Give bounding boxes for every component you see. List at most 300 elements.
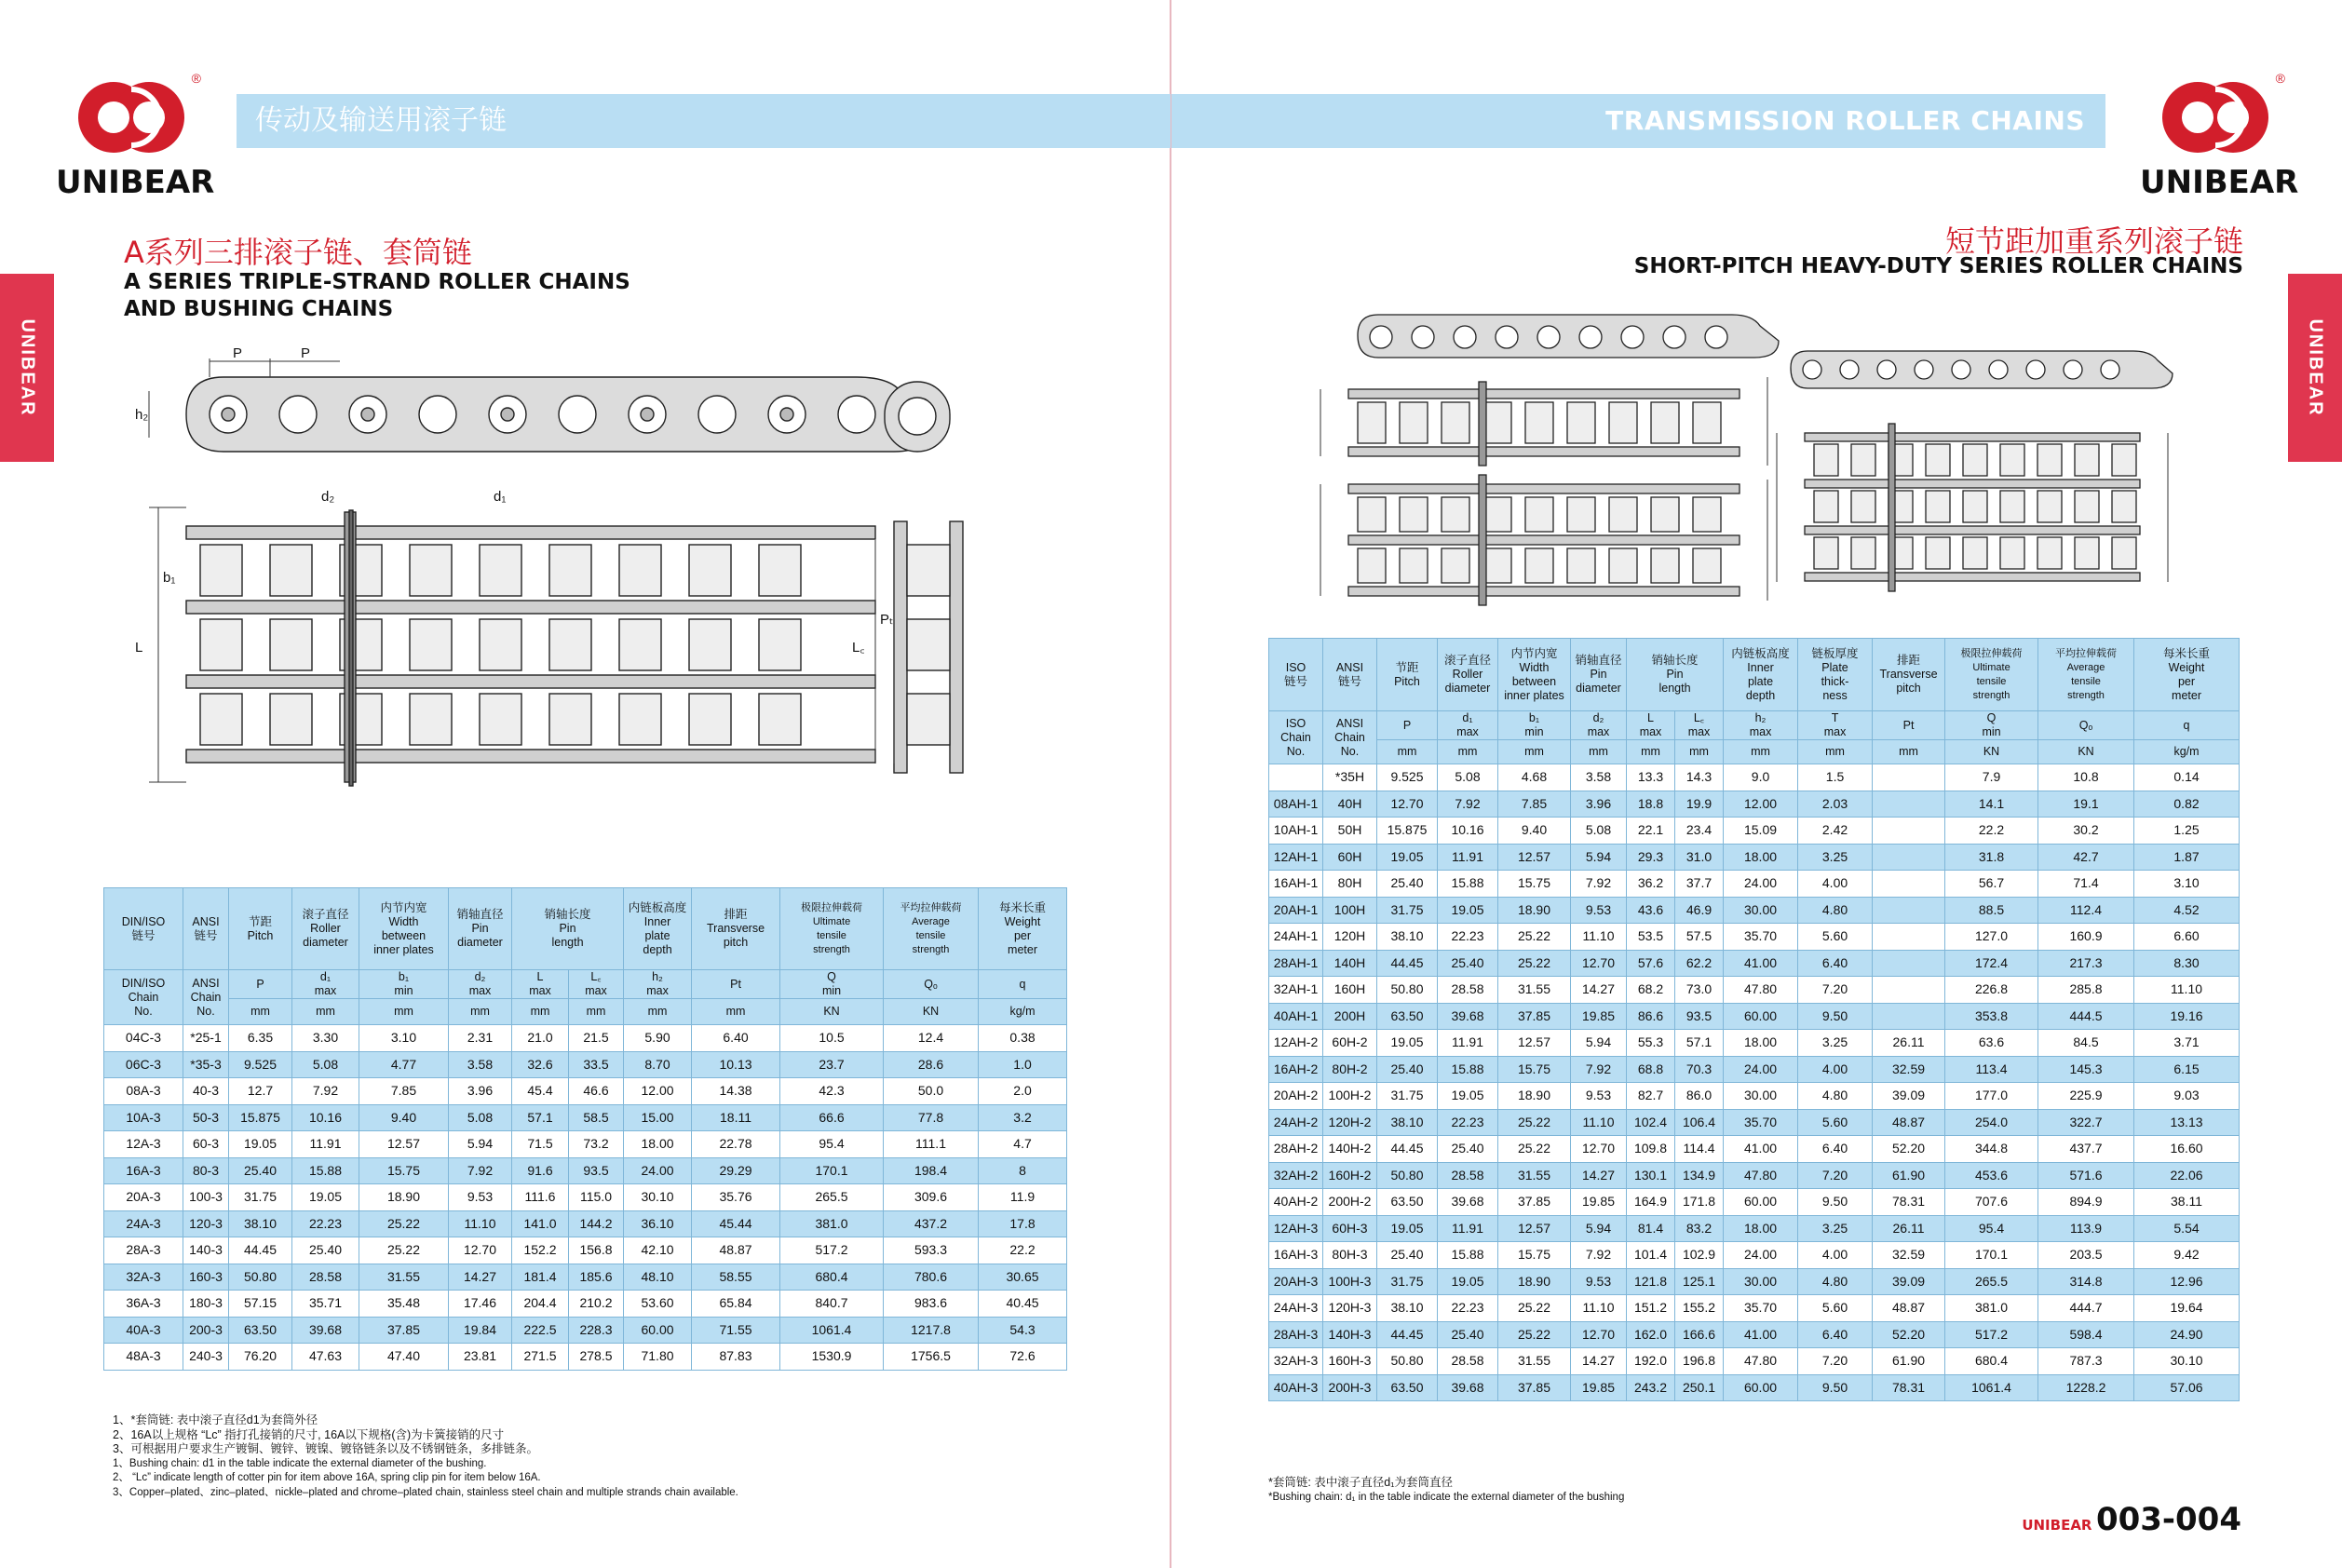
value-cell: 25.22 — [1498, 924, 1571, 951]
value-cell: 36.10 — [624, 1210, 692, 1237]
value-cell: 65.84 — [692, 1291, 780, 1318]
value-cell: 40-3 — [183, 1078, 229, 1105]
value-cell: 14.1 — [1945, 791, 2038, 818]
value-cell: 39.68 — [1438, 1374, 1498, 1401]
value-cell: 41.00 — [1724, 1136, 1798, 1163]
value-cell: 47.80 — [1724, 1348, 1798, 1375]
value-cell: 50.0 — [884, 1078, 979, 1105]
side-tab-left — [0, 274, 54, 462]
table-row — [1269, 1189, 2240, 1216]
chain-no-cell: 04C-3 — [104, 1025, 183, 1052]
value-cell: 322.7 — [2038, 1109, 2134, 1136]
header-unit: mm — [512, 999, 569, 1025]
value-cell: 19.05 — [1438, 897, 1498, 924]
value-cell: 4.80 — [1798, 1268, 1873, 1295]
note-en-1: *Bushing chain: d₁ in the table indicate the external diameter of the bushing — [1268, 1491, 1625, 1503]
table-body — [104, 1025, 1067, 1371]
header-unit: kg/m — [979, 999, 1067, 1025]
value-cell: 113.4 — [1945, 1056, 2038, 1083]
value-cell: 38.10 — [1377, 924, 1438, 951]
value-cell: 314.8 — [2038, 1268, 2134, 1295]
value-cell: 7.92 — [1571, 871, 1627, 898]
value-cell: 66.6 — [780, 1104, 884, 1131]
value-cell: 21.0 — [512, 1025, 569, 1052]
value-cell: 112.4 — [2038, 897, 2134, 924]
value-cell: 127.0 — [1945, 924, 2038, 951]
value-cell: 23.4 — [1675, 818, 1724, 845]
header-col-title: 内节内宽 Width between inner plates — [1498, 639, 1571, 711]
value-cell: 1.25 — [2134, 818, 2240, 845]
chain-no-cell: 20AH-3 — [1269, 1268, 1323, 1295]
value-cell: 72.6 — [979, 1344, 1067, 1371]
value-cell: 3.71 — [2134, 1030, 2240, 1057]
value-cell: 68.8 — [1627, 1056, 1675, 1083]
chain-no-cell: 32A-3 — [104, 1264, 183, 1291]
value-cell: 1.87 — [2134, 844, 2240, 871]
header-unit: mm — [692, 999, 780, 1025]
value-cell: 120H — [1323, 924, 1377, 951]
table-row — [1269, 1348, 2240, 1375]
value-cell: *35H — [1323, 764, 1377, 791]
value-cell: 0.14 — [2134, 764, 2240, 791]
header-symbol: d₂ max — [1571, 711, 1627, 740]
value-cell: 780.6 — [884, 1264, 979, 1291]
value-cell: 265.5 — [780, 1184, 884, 1211]
value-cell: 155.2 — [1675, 1295, 1724, 1322]
value-cell: 28.58 — [292, 1264, 359, 1291]
note-en-2: 2、 “Lc” indicate length of cotter pin for item above 16A, spring clip pin for item below 16A. — [113, 1472, 541, 1483]
value-cell: 5.54 — [2134, 1215, 2240, 1242]
table-row — [104, 1131, 1067, 1158]
value-cell: 19.05 — [1377, 1215, 1438, 1242]
value-cell: 57.15 — [229, 1291, 292, 1318]
header-unit: mm — [569, 999, 624, 1025]
value-cell: 25.22 — [1498, 1109, 1571, 1136]
header-unit: KN — [780, 999, 884, 1025]
value-cell: 24.00 — [1724, 871, 1798, 898]
value-cell: 32.59 — [1873, 1056, 1945, 1083]
value-cell: 228.3 — [569, 1317, 624, 1344]
value-cell: 9.0 — [1724, 764, 1798, 791]
value-cell: 1228.2 — [2038, 1374, 2134, 1401]
side-tab-right — [2288, 274, 2342, 462]
value-cell: 170.1 — [780, 1157, 884, 1184]
value-cell: 60H — [1323, 844, 1377, 871]
value-cell — [1873, 844, 1945, 871]
heavy-duty-chain-drawing — [1283, 289, 2252, 633]
table-row — [104, 1317, 1067, 1344]
value-cell: 192.0 — [1627, 1348, 1675, 1375]
value-cell: 46.6 — [569, 1078, 624, 1105]
table-row — [104, 1051, 1067, 1078]
value-cell: 28.58 — [1438, 1348, 1498, 1375]
header-row-unit — [104, 999, 1067, 1025]
value-cell: 19.05 — [292, 1184, 359, 1211]
value-cell: 19.05 — [1377, 844, 1438, 871]
value-cell: 8 — [979, 1157, 1067, 1184]
value-cell: 30.2 — [2038, 818, 2134, 845]
value-cell: 11.10 — [1571, 1109, 1627, 1136]
value-cell: 30.00 — [1724, 1083, 1798, 1110]
value-cell: 3.25 — [1798, 1215, 1873, 1242]
triple-chain-drawing — [130, 345, 1024, 838]
value-cell: 9.50 — [1798, 1374, 1873, 1401]
value-cell: 1756.5 — [884, 1344, 979, 1371]
value-cell: 680.4 — [780, 1264, 884, 1291]
value-cell: 11.9 — [979, 1184, 1067, 1211]
value-cell: 22.23 — [1438, 1109, 1498, 1136]
value-cell: 15.875 — [229, 1104, 292, 1131]
header-symbol: P — [229, 970, 292, 999]
header-col-title: 节距 Pitch — [229, 888, 292, 970]
value-cell: 5.94 — [1571, 844, 1627, 871]
value-cell: 12.4 — [884, 1025, 979, 1052]
brand-name: UNIBEAR — [2140, 164, 2299, 201]
value-cell: 57.1 — [512, 1104, 569, 1131]
value-cell: 47.80 — [1724, 1162, 1798, 1189]
value-cell: 6.60 — [2134, 924, 2240, 951]
value-cell: 25.40 — [292, 1237, 359, 1264]
value-cell: *25-1 — [183, 1025, 229, 1052]
header-symbol: L max — [1627, 711, 1675, 740]
value-cell: 4.7 — [979, 1131, 1067, 1158]
value-cell: 571.6 — [2038, 1162, 2134, 1189]
chain-no-cell: 32AH-2 — [1269, 1162, 1323, 1189]
dim-label-L: L — [135, 640, 143, 656]
header-unit: mm — [449, 999, 512, 1025]
value-cell: 12.70 — [1571, 1321, 1627, 1348]
left-notes — [113, 1413, 1044, 1500]
value-cell: 77.8 — [884, 1104, 979, 1131]
right-page — [1171, 0, 2342, 1568]
value-cell: 6.40 — [692, 1025, 780, 1052]
value-cell: 894.9 — [2038, 1189, 2134, 1216]
value-cell: 30.00 — [1724, 1268, 1798, 1295]
value-cell: 23.7 — [780, 1051, 884, 1078]
value-cell: 26.11 — [1873, 1030, 1945, 1057]
value-cell: 3.96 — [449, 1078, 512, 1105]
value-cell: 60.00 — [1724, 1189, 1798, 1216]
value-cell: 35.48 — [359, 1291, 449, 1318]
value-cell: 3.25 — [1798, 1030, 1873, 1057]
section-title-en-line2: AND BUSHING CHAINS — [124, 297, 394, 321]
value-cell: 37.85 — [1498, 1003, 1571, 1030]
value-cell: 32.6 — [512, 1051, 569, 1078]
page-number: 003-004 — [2095, 1501, 2241, 1538]
note-cn-3: 3、可根据用户要求生产镀铜、镀锌、镀镍、镀铬链条以及不锈钢链条，多排链条。 — [113, 1442, 538, 1455]
chain-no-cell: 12AH-3 — [1269, 1215, 1323, 1242]
value-cell: 9.50 — [1798, 1003, 1873, 1030]
value-cell: 26.11 — [1873, 1215, 1945, 1242]
value-cell: 22.2 — [979, 1237, 1067, 1264]
value-cell: 8.30 — [2134, 950, 2240, 977]
chain-no-cell: 20A-3 — [104, 1184, 183, 1211]
table-row — [104, 1025, 1067, 1052]
header-symbol: Qₒ — [2038, 711, 2134, 740]
chain-no-cell — [1269, 764, 1323, 791]
header-unit: mm — [1798, 740, 1873, 764]
header-symbol: b₁ min — [359, 970, 449, 999]
value-cell: 2.42 — [1798, 818, 1873, 845]
value-cell: 9.40 — [359, 1104, 449, 1131]
header-symbol: q — [2134, 711, 2240, 740]
table-row — [104, 1157, 1067, 1184]
value-cell: 91.6 — [512, 1157, 569, 1184]
value-cell: 102.9 — [1675, 1242, 1724, 1269]
header-symbol: L꜀ max — [1675, 711, 1724, 740]
value-cell: 593.3 — [884, 1237, 979, 1264]
section-title-cn: 短节距加重系列滚子链 — [1944, 223, 2243, 259]
chain-no-cell: 10A-3 — [104, 1104, 183, 1131]
value-cell: 71.80 — [624, 1344, 692, 1371]
value-cell: 278.5 — [569, 1344, 624, 1371]
section-title-en: SHORT-PITCH HEAVY-DUTY SERIES ROLLER CHAINS — [1633, 254, 2243, 278]
value-cell: 25.40 — [1377, 1056, 1438, 1083]
value-cell: 19.64 — [2134, 1295, 2240, 1322]
value-cell: 271.5 — [512, 1344, 569, 1371]
value-cell: 11.10 — [1571, 1295, 1627, 1322]
value-cell: 198.4 — [884, 1157, 979, 1184]
value-cell: 50.80 — [1377, 977, 1438, 1004]
value-cell: 31.75 — [1377, 897, 1438, 924]
value-cell: 7.85 — [359, 1078, 449, 1105]
value-cell: 120H-3 — [1323, 1295, 1377, 1322]
dim-label-pt: Pₜ — [880, 612, 894, 628]
chain-no-cell: 36A-3 — [104, 1291, 183, 1318]
value-cell: 70.3 — [1675, 1056, 1724, 1083]
value-cell: 71.5 — [512, 1131, 569, 1158]
value-cell: 35.71 — [292, 1291, 359, 1318]
value-cell: 19.05 — [1377, 1030, 1438, 1057]
header-ansi-cn: ANSI 链号 — [1323, 639, 1377, 711]
value-cell: 2.03 — [1798, 791, 1873, 818]
value-cell: 58.5 — [569, 1104, 624, 1131]
value-cell: 14.27 — [1571, 1348, 1627, 1375]
value-cell: 60-3 — [183, 1131, 229, 1158]
value-cell: 2.0 — [979, 1078, 1067, 1105]
chain-no-cell: 16A-3 — [104, 1157, 183, 1184]
value-cell: 4.80 — [1798, 897, 1873, 924]
header-row-title — [1269, 639, 2240, 711]
value-cell: 44.45 — [1377, 950, 1438, 977]
triple-chain-spec-table — [103, 887, 1067, 1371]
note-cn-1: *套筒链: 表中滚子直径d₁为套筒直径 — [1268, 1476, 1453, 1489]
value-cell: 120H-2 — [1323, 1109, 1377, 1136]
value-cell: 28.6 — [884, 1051, 979, 1078]
chain-no-cell: 40AH-1 — [1269, 1003, 1323, 1030]
value-cell: 60H-3 — [1323, 1215, 1377, 1242]
value-cell: 517.2 — [1945, 1321, 2038, 1348]
value-cell: 840.7 — [780, 1291, 884, 1318]
value-cell: 19.84 — [449, 1317, 512, 1344]
value-cell: 73.2 — [569, 1131, 624, 1158]
value-cell: 9.53 — [1571, 897, 1627, 924]
value-cell: 38.10 — [1377, 1109, 1438, 1136]
value-cell: 381.0 — [780, 1210, 884, 1237]
value-cell: 45.4 — [512, 1078, 569, 1105]
value-cell: 134.9 — [1675, 1162, 1724, 1189]
table-row — [1269, 924, 2240, 951]
chain-no-cell: 28AH-1 — [1269, 950, 1323, 977]
value-cell: 32.59 — [1873, 1242, 1945, 1269]
value-cell: 11.10 — [1571, 924, 1627, 951]
value-cell: 25.22 — [1498, 1321, 1571, 1348]
header-ansi-en: ANSI Chain No. — [1323, 711, 1377, 764]
header-title-cn: 传动及输送用滚子链 — [255, 104, 507, 137]
value-cell: 203.5 — [2038, 1242, 2134, 1269]
value-cell: 353.8 — [1945, 1003, 2038, 1030]
table-row — [1269, 1295, 2240, 1322]
table-row — [1269, 1242, 2240, 1269]
header-row-symbol — [1269, 711, 2240, 740]
value-cell: 21.5 — [569, 1025, 624, 1052]
chain-no-cell: 10AH-1 — [1269, 818, 1323, 845]
value-cell: 12.00 — [1724, 791, 1798, 818]
value-cell: 15.00 — [624, 1104, 692, 1131]
value-cell — [1873, 977, 1945, 1004]
value-cell — [1873, 897, 1945, 924]
table-header — [1269, 639, 2240, 764]
value-cell: 11.91 — [1438, 1215, 1498, 1242]
value-cell: 19.05 — [229, 1131, 292, 1158]
value-cell: 11.10 — [449, 1210, 512, 1237]
value-cell: 151.2 — [1627, 1295, 1675, 1322]
value-cell: 25.40 — [1438, 1321, 1498, 1348]
value-cell: 57.6 — [1627, 950, 1675, 977]
chain-no-cell: 12A-3 — [104, 1131, 183, 1158]
table-row — [1269, 1109, 2240, 1136]
value-cell: 56.7 — [1945, 871, 2038, 898]
value-cell: 140H — [1323, 950, 1377, 977]
value-cell: 12.70 — [449, 1237, 512, 1264]
value-cell: 11.91 — [1438, 1030, 1498, 1057]
value-cell: 121.8 — [1627, 1268, 1675, 1295]
value-cell: 18.90 — [1498, 897, 1571, 924]
value-cell: 3.10 — [2134, 871, 2240, 898]
value-cell: 19.85 — [1571, 1374, 1627, 1401]
value-cell: 4.68 — [1498, 764, 1571, 791]
value-cell: 7.92 — [292, 1078, 359, 1105]
value-cell: 84.5 — [2038, 1030, 2134, 1057]
header-chain-no-en: ISO Chain No. — [1269, 711, 1323, 764]
header-unit: mm — [1873, 740, 1945, 764]
header-col-title: 极限拉伸载荷 Ultimate tensile strength — [780, 888, 884, 970]
value-cell: 63.50 — [229, 1317, 292, 1344]
value-cell: 78.31 — [1873, 1374, 1945, 1401]
table-row — [1269, 950, 2240, 977]
value-cell: 35.70 — [1724, 924, 1798, 951]
chain-no-cell: 40A-3 — [104, 1317, 183, 1344]
value-cell: 11.91 — [292, 1131, 359, 1158]
dim-label-lc: L꜀ — [852, 640, 865, 656]
value-cell: 5.94 — [449, 1131, 512, 1158]
value-cell: 254.0 — [1945, 1109, 2038, 1136]
value-cell: 25.22 — [359, 1210, 449, 1237]
chain-no-cell: 28AH-3 — [1269, 1321, 1323, 1348]
value-cell: 172.4 — [1945, 950, 2038, 977]
header-chain-no-en: DIN/ISO Chain No. — [104, 970, 183, 1025]
value-cell: 63.50 — [1377, 1003, 1438, 1030]
value-cell: 10.8 — [2038, 764, 2134, 791]
header-symbol: Q min — [1945, 711, 2038, 740]
value-cell: 12.57 — [1498, 844, 1571, 871]
note-en-3: 3、Copper–plated、zinc–plated、nickle–plated and chrome–plated chain, stainless steel chain and multiple strands chain available. — [113, 1486, 738, 1498]
value-cell: 5.60 — [1798, 1109, 1873, 1136]
value-cell: 598.4 — [2038, 1321, 2134, 1348]
value-cell: 50.80 — [229, 1264, 292, 1291]
value-cell: 13.3 — [1627, 764, 1675, 791]
value-cell: 31.75 — [1377, 1083, 1438, 1110]
value-cell: 7.9 — [1945, 764, 2038, 791]
value-cell: 4.80 — [1798, 1083, 1873, 1110]
value-cell: 18.00 — [1724, 1215, 1798, 1242]
value-cell — [1873, 871, 1945, 898]
value-cell: 3.10 — [359, 1025, 449, 1052]
dim-label-p: P — [233, 345, 243, 361]
value-cell: 31.55 — [359, 1264, 449, 1291]
dim-label-d2: d₂ — [321, 489, 335, 505]
value-cell: 86.0 — [1675, 1083, 1724, 1110]
header-ansi-en: ANSI Chain No. — [183, 970, 229, 1025]
value-cell: 80H — [1323, 871, 1377, 898]
header-unit: KN — [1945, 740, 2038, 764]
value-cell: 5.60 — [1798, 924, 1873, 951]
value-cell: 10.16 — [292, 1104, 359, 1131]
value-cell: 41.00 — [1724, 950, 1798, 977]
value-cell: 171.8 — [1675, 1189, 1724, 1216]
value-cell: 41.00 — [1724, 1321, 1798, 1348]
value-cell: 3.58 — [1571, 764, 1627, 791]
value-cell: 48.10 — [624, 1264, 692, 1291]
registered-mark: ® — [191, 71, 201, 86]
header-col-title: 滚子直径 Roller diameter — [292, 888, 359, 970]
value-cell: 37.85 — [1498, 1374, 1571, 1401]
table-row — [1269, 1030, 2240, 1057]
note-cn-2: 2、16A以上规格 “Lc” 指打孔接销的尺寸, 16A以下规格(含)为卡簧接销的尺寸 — [113, 1427, 505, 1441]
value-cell: 680.4 — [1945, 1348, 2038, 1375]
value-cell: 7.20 — [1798, 1348, 1873, 1375]
value-cell: 222.5 — [512, 1317, 569, 1344]
value-cell: 9.525 — [1377, 764, 1438, 791]
value-cell: 114.4 — [1675, 1136, 1724, 1163]
value-cell: 63.6 — [1945, 1030, 2038, 1057]
table-row — [1269, 897, 2240, 924]
value-cell: 43.6 — [1627, 897, 1675, 924]
table-row — [1269, 791, 2240, 818]
header-symbol: L꜀ max — [569, 970, 624, 999]
value-cell: 53.5 — [1627, 924, 1675, 951]
value-cell: 38.10 — [1377, 1295, 1438, 1322]
right-notes — [1268, 1476, 2106, 1505]
value-cell: 11.10 — [2134, 977, 2240, 1004]
value-cell: 444.7 — [2038, 1295, 2134, 1322]
value-cell — [1873, 924, 1945, 951]
dim-label-p2: P — [301, 345, 311, 361]
value-cell: 60H-2 — [1323, 1030, 1377, 1057]
header-symbol: T max — [1798, 711, 1873, 740]
value-cell: 19.05 — [1438, 1268, 1498, 1295]
value-cell: 309.6 — [884, 1184, 979, 1211]
brand-name: UNIBEAR — [56, 164, 215, 201]
chain-no-cell: 16AH-2 — [1269, 1056, 1323, 1083]
value-cell: 28.58 — [1438, 1162, 1498, 1189]
header-symbol: q — [979, 970, 1067, 999]
value-cell: 111.6 — [512, 1184, 569, 1211]
chain-no-cell: 28AH-2 — [1269, 1136, 1323, 1163]
header-unit: mm — [624, 999, 692, 1025]
value-cell: 6.15 — [2134, 1056, 2240, 1083]
header-unit: mm — [1675, 740, 1724, 764]
